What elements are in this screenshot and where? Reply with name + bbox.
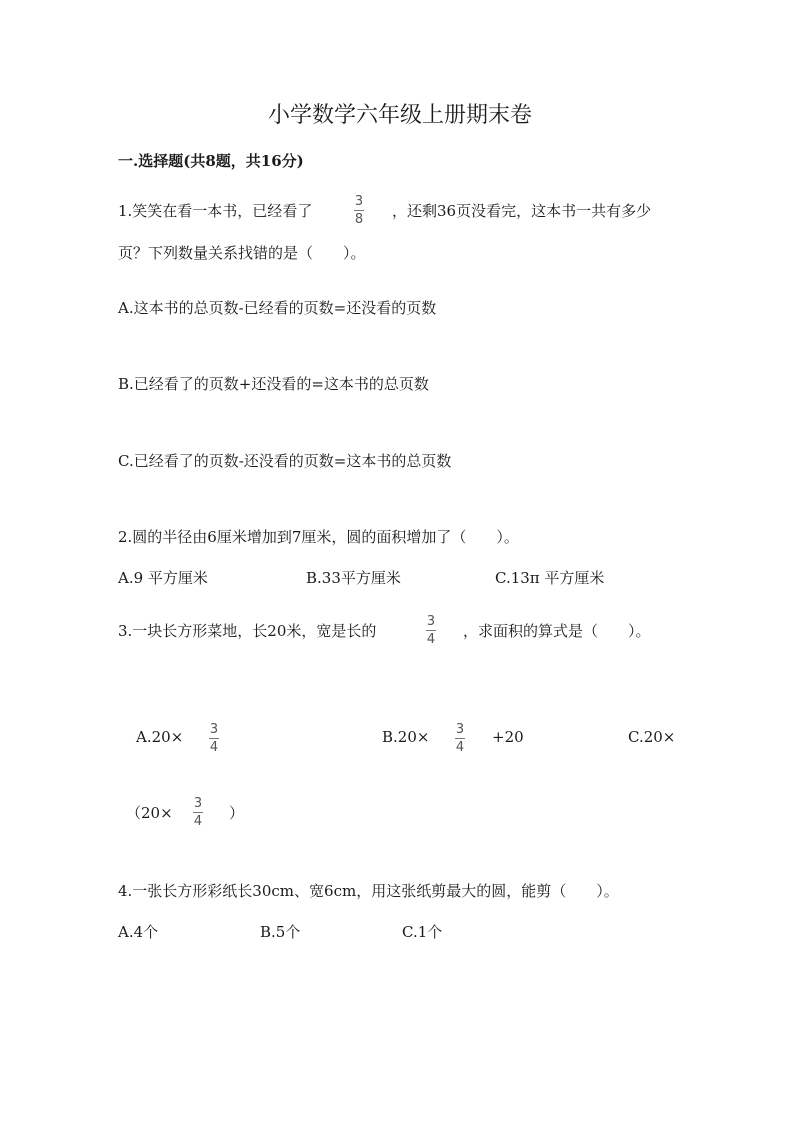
fraction-bar [193,812,203,813]
q4-option-a: A.4个 [118,923,159,941]
q4-stem: 4.一张长方形彩纸长30cm、宽6cm，用这张纸剪最大的圆，能剪（ ）。 [118,882,619,900]
q1-fraction-numerator: 3 [354,194,364,209]
q1-option-a: A.这本书的总页数-已经看的页数=还没看的页数 [118,299,437,317]
q3-option-b-tail: +20 [492,728,524,746]
fraction-bar [426,630,436,631]
q1-stem-before: 1.笑笑在看一本书，已经看了 [118,202,313,220]
q3-option-c-close: ） [229,804,245,822]
q3-stem-before: 3.一块长方形菜地，长20米，宽是长的 [118,622,377,640]
q2-option-c: C.13π 平方厘米 [495,569,605,587]
fraction-bar [455,738,465,739]
q4-option-c: C.1个 [402,923,443,941]
fraction-bar [209,738,219,739]
q4-option-b: B.5个 [260,923,301,941]
q2-option-b: B.33平方厘米 [306,569,401,587]
q1-stem-line2: 页？下列数量关系找错的是（ ）。 [118,244,366,262]
q3-option-c-fraction: 3 4 [193,796,203,829]
q3-option-b-fraction: 3 4 [455,722,465,755]
q3-option-a-fraction: 3 4 [209,722,219,755]
q3-option-c-open: （20× [126,804,173,822]
q1-fraction-denominator: 8 [354,212,364,227]
q3-option-a: A.20× [136,728,184,746]
q2-option-a: A.9 平方厘米 [118,569,208,587]
fraction-bar [354,210,364,211]
section-heading: 一.选择题(共8题，共16分) [118,152,304,170]
q2-stem: 2.圆的半径由6厘米增加到7厘米，圆的面积增加了（ ）。 [118,528,519,546]
q3-option-b: B.20× [382,728,430,746]
q1-fraction [354,194,364,227]
q3-fraction-denominator: 4 [426,632,436,647]
q3-stem-after: ，求面积的算式是（ ）。 [463,622,651,640]
q1-stem-after: ，还剩36页没看完，这本书一共有多少 [392,202,652,220]
page-title: 小学数学六年级上册期末卷 [267,103,532,128]
q1-option-c: C.已经看了的页数-还没看的页数=这本书的总页数 [118,452,452,470]
q1-option-b: B.已经看了的页数+还没看的=这本书的总页数 [118,375,429,393]
q3-fraction-numerator: 3 [426,614,436,629]
q3-option-c: C.20× [628,728,676,746]
q3-fraction [426,614,436,647]
